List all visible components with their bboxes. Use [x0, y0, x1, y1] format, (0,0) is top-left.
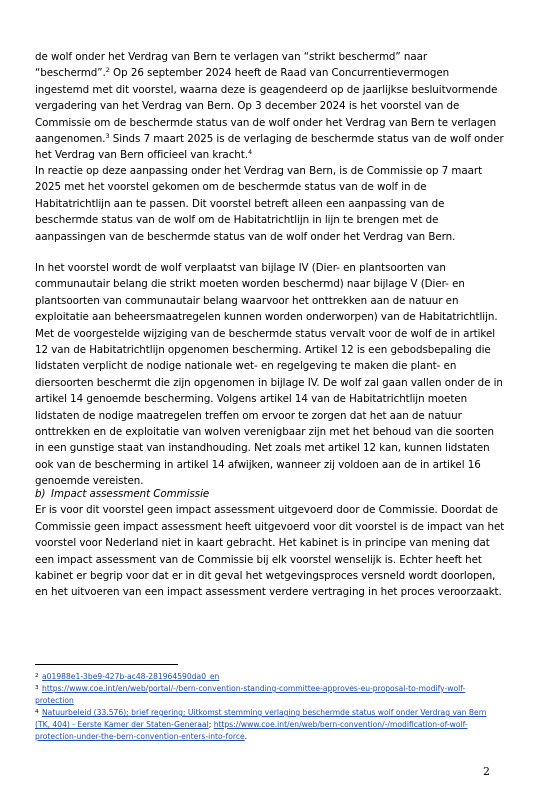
section-number: b) — [35, 488, 46, 500]
paragraph-text: de wolf onder het Verdrag van Bern te verlagen van “strikt beschermd” naar “beschermd”. — [35, 51, 428, 80]
footnotes — [35, 671, 500, 743]
paragraph-text: Er is voor dit voorstel geen impact assessment uitgevoerd door de Commissie. Doordat de Commissie geen impact assessment heeft uitgevoerd voor dit voorstel is de impact van het voorstel voor Nederland niet in kaart gebracht. Het kabinet is in principe van mening dat een impact assessment van de Commissie bij elk voorstel wenselijk is. Echter heeft het kabinet er begrip voor dat er in dit geval het wetgevingsproces versneld wordt doorlopen, en het uitvoeren van een impact assessment verdere vertraging in het proces veroorzaakt. — [35, 504, 505, 599]
footnote-3: 3 https://www.coe.int/en/web/portal/-/bern-convention-standing-committee-approves-eu-proposal-to-modify-wolf-protection — [35, 684, 466, 705]
paragraph-text: Sinds 7 maart 2025 is de verlaging de beschermde status van de wolf onder het Verdrag van Bern officieel van kracht. — [35, 133, 504, 162]
paragraph-bern-convention — [35, 49, 505, 164]
footnote-separator-text: ; — [208, 720, 214, 729]
footnote-ref-3[interactable]: 3 — [105, 132, 110, 141]
footnote-link-coe[interactable]: https://www.coe.int/en/web/bern-convention/-/modification-of-wolf-protection-under-the-bern-convention-enters-into-force — [35, 720, 468, 741]
footnote-link-eerste-kamer[interactable]: Natuurbeleid (33.576); brief regering; Uitkomst stemming verlaging beschermde status wolf onder Verdrag van Bern (TK, 404) - Eerste Kamer der Staten-Generaal — [35, 708, 487, 729]
footnote-4: 4 Natuurbeleid (33.576); brief regering; Uitkomst stemming verlaging beschermde status wolf onder Verdrag van Bern (TK, 404) - Eerste Kamer der Staten-Generaal; https://www.coe.int/en/web/bern-convention/-/modification-of-wolf-protection-under-the-bern-convention-enters-into-force. — [35, 708, 487, 741]
paragraph-text: Op 26 september 2024 heeft de Raad van Concurrentievermogen ingestemd met dit voorstel, waarna deze is geagendeerd op de jaarlijkse besluitvormende vergadering van het Verdrag van Bern. Op 3 december 2024 is het voorstel van de Commissie om de beschermde status van de wolf onder het Verdrag van Bern te verlagen aangenomen. — [35, 67, 498, 146]
paragraph-annex-move — [35, 260, 505, 490]
page-number: 2 — [483, 765, 490, 778]
footnote-2: 2 a01988e1-3be9-427b-ac48-281964590da0_en — [35, 672, 220, 681]
paragraph-text: In het voorstel wordt de wolf verplaatst van bijlage IV (Dier- en plantsoorten van communautair belang die strikt moeten worden beschermd) naar bijlage V (Dier- en plantsoorten van communautair belang waarvoor het onttrekken aan de natuur en exploitatie aan beheersmaatregelen kunnen worden onderworpen) van de Habitatrichtlijn. Met de voorgestelde wijziging van de beschermde status vervalt voor de wolf de in artikel 12 van de Habitatrichtlijn opgenomen bescherming. Artikel 12 is een gebodsbepaling die lidstaten verplicht de nodige nationale wet- en regelgeving te maken die plant- en diersoorten beschermt die zijn opgenomen in bijlage IV. De wolf zal gaan vallen onder de in artikel 14 genoemde bescherming. Volgens artikel 14 van de Habitatrichtlijn moeten lidstaten de nodige maatregelen treffen om ervoor te zorgen dat het aan de natuur onttrekken en de exploitatie van wolven verenigbaar zijn met het behoud van die soorten in een gunstige staat van instandhouding. Net zoals met artikel 12 kan, kunnen lidstaten ook van de bescherming in artikel 14 afwijken, wanneer zij voldoen aan de in artikel 16 genoemde vereisten. — [35, 262, 503, 488]
footnote-ref-4[interactable]: 4 — [248, 148, 253, 157]
section-heading — [35, 486, 505, 502]
section-impact-assessment — [35, 486, 505, 601]
footnote-link[interactable]: https://www.coe.int/en/web/portal/-/bern-convention-standing-committee-approves-eu-proposal-to-modify-wolf-protection — [35, 684, 466, 705]
footnote-separator — [35, 664, 178, 665]
section-title: Impact assessment Commissie — [51, 488, 210, 500]
paragraph-text: In reactie op deze aanpassing onder het Verdrag van Bern, is de Commissie op 7 maart 2025 met het voorstel gekomen om de beschermde status van de wolf in de Habitatrichtlijn aan te passen. Dit voorstel betreft alleen een aanpassing van de beschermde status van de wolf om de Habitatrichtlijn in lijn te brengen met de aanpassingen van de beschermde status van de wolf onder het Verdrag van Bern. — [35, 165, 483, 243]
footnote-end: . — [244, 732, 248, 741]
footnote-ref-2[interactable]: 2 — [105, 66, 110, 75]
paragraph-commission-proposal — [35, 163, 505, 245]
footnote-link[interactable]: a01988e1-3be9-427b-ac48-281964590da0_en — [42, 672, 220, 681]
